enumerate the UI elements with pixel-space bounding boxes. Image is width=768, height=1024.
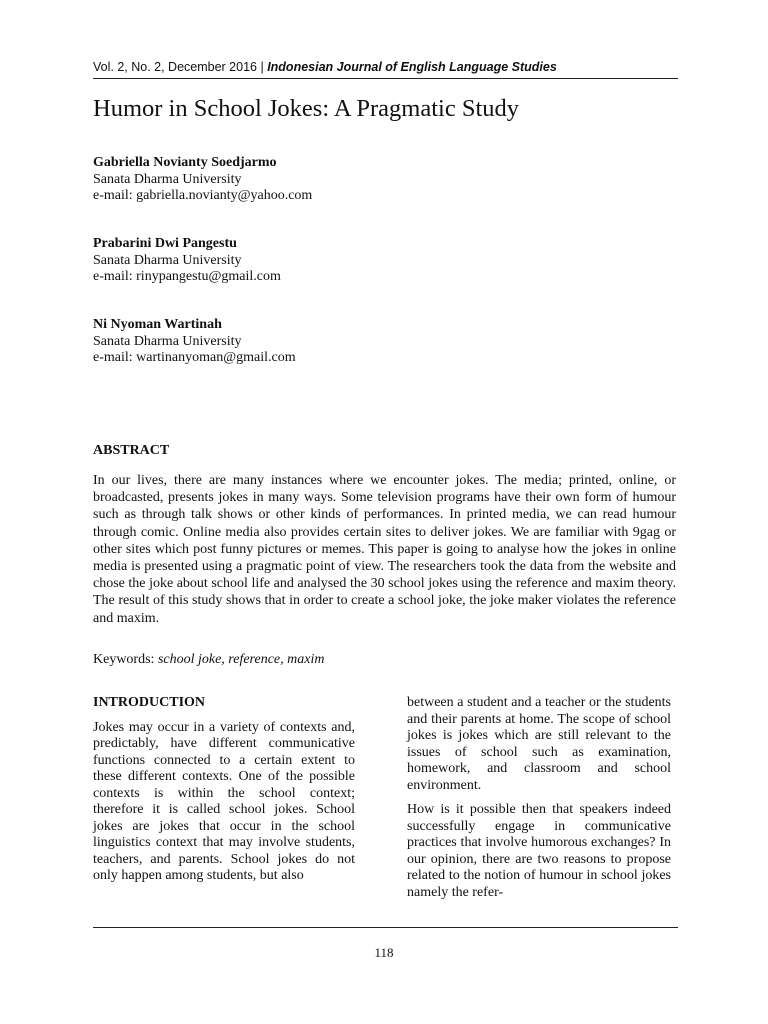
author-name: Ni Nyoman Wartinah bbox=[93, 317, 222, 332]
paper-title: Humor in School Jokes: A Pragmatic Study bbox=[93, 95, 520, 122]
header-volume: Vol. 2, No. 2, December 2016 bbox=[93, 60, 257, 74]
footer-rule bbox=[93, 927, 678, 928]
header-rule bbox=[93, 78, 678, 79]
author-affiliation: Sanata Dharma University bbox=[93, 171, 242, 187]
introduction-paragraph-right-2: How is it possible then that speakers indeed successfully engage in communicative practices that involve humorous exchanges? In our opinion, there are two reasons to propose related to the notion of humour in school jokes namely the refer- bbox=[407, 802, 671, 900]
author-email: e-mail: wartinanyoman@gmail.com bbox=[93, 350, 296, 365]
introduction-paragraph-right-1: between a student and a teacher or the students and their parents at home. The scope of school jokes is jokes which are still relevant to the issues of school such as examination, homework, and classroom and school environment. bbox=[407, 695, 671, 793]
keywords-label: Keywords: bbox=[93, 652, 158, 667]
author-block-2 bbox=[93, 236, 678, 286]
author-name: Prabarini Dwi Pangestu bbox=[93, 236, 237, 251]
keywords-value: school joke, reference, maxim bbox=[157, 652, 325, 667]
author-email: e-mail: gabriella.novianty@yahoo.com bbox=[93, 188, 313, 203]
introduction-paragraph-left: Jokes may occur in a variety of contexts and, predictably, have different communicative functions connected to a certain extent to these different contexts. One of the possible contexts is within the school context; therefore it is called school jokes. School jokes are jokes that occur in the school linguistics context that may involve students, teachers, and parents. School jokes do not only happen among students, but also bbox=[93, 719, 355, 883]
author-affiliation: Sanata Dharma University bbox=[93, 252, 242, 268]
author-block-1 bbox=[93, 155, 678, 205]
header-journal-name: Indonesian Journal of English Language Studies bbox=[267, 60, 557, 74]
keywords-line bbox=[93, 652, 324, 668]
abstract-heading: ABSTRACT bbox=[93, 443, 170, 458]
page-number: 118 bbox=[374, 945, 394, 960]
header-separator: | bbox=[256, 60, 268, 74]
introduction-heading: INTRODUCTION bbox=[93, 695, 206, 710]
author-name: Gabriella Novianty Soedjarmo bbox=[93, 155, 277, 170]
author-affiliation: Sanata Dharma University bbox=[93, 333, 242, 349]
right-column bbox=[407, 695, 671, 909]
running-header bbox=[93, 60, 678, 74]
author-block-3 bbox=[93, 317, 678, 367]
author-email: e-mail: rinypangestu@gmail.com bbox=[93, 269, 281, 284]
left-column bbox=[93, 695, 355, 893]
abstract-body: In our lives, there are many instances where we encounter jokes. The media; printed, online, or broadcasted, presents jokes in many ways. Some television programs have their own form of humour such as through talk shows or other kinds of performances. In printed media, we can read humour through comic. Online media also provides certain sites to deliver jokes. We are familiar with 9gag or other sites which post funny pictures or memes. This paper is going to analyse how the jokes in online media is presented using a pragmatic point of view. The researchers took the data from the website and chose the joke about school life and analysed the 30 school jokes using the reference and maxim theory. The result of this study shows that in order to create a school joke, the joke maker violates the reference and maxim. bbox=[93, 473, 676, 626]
